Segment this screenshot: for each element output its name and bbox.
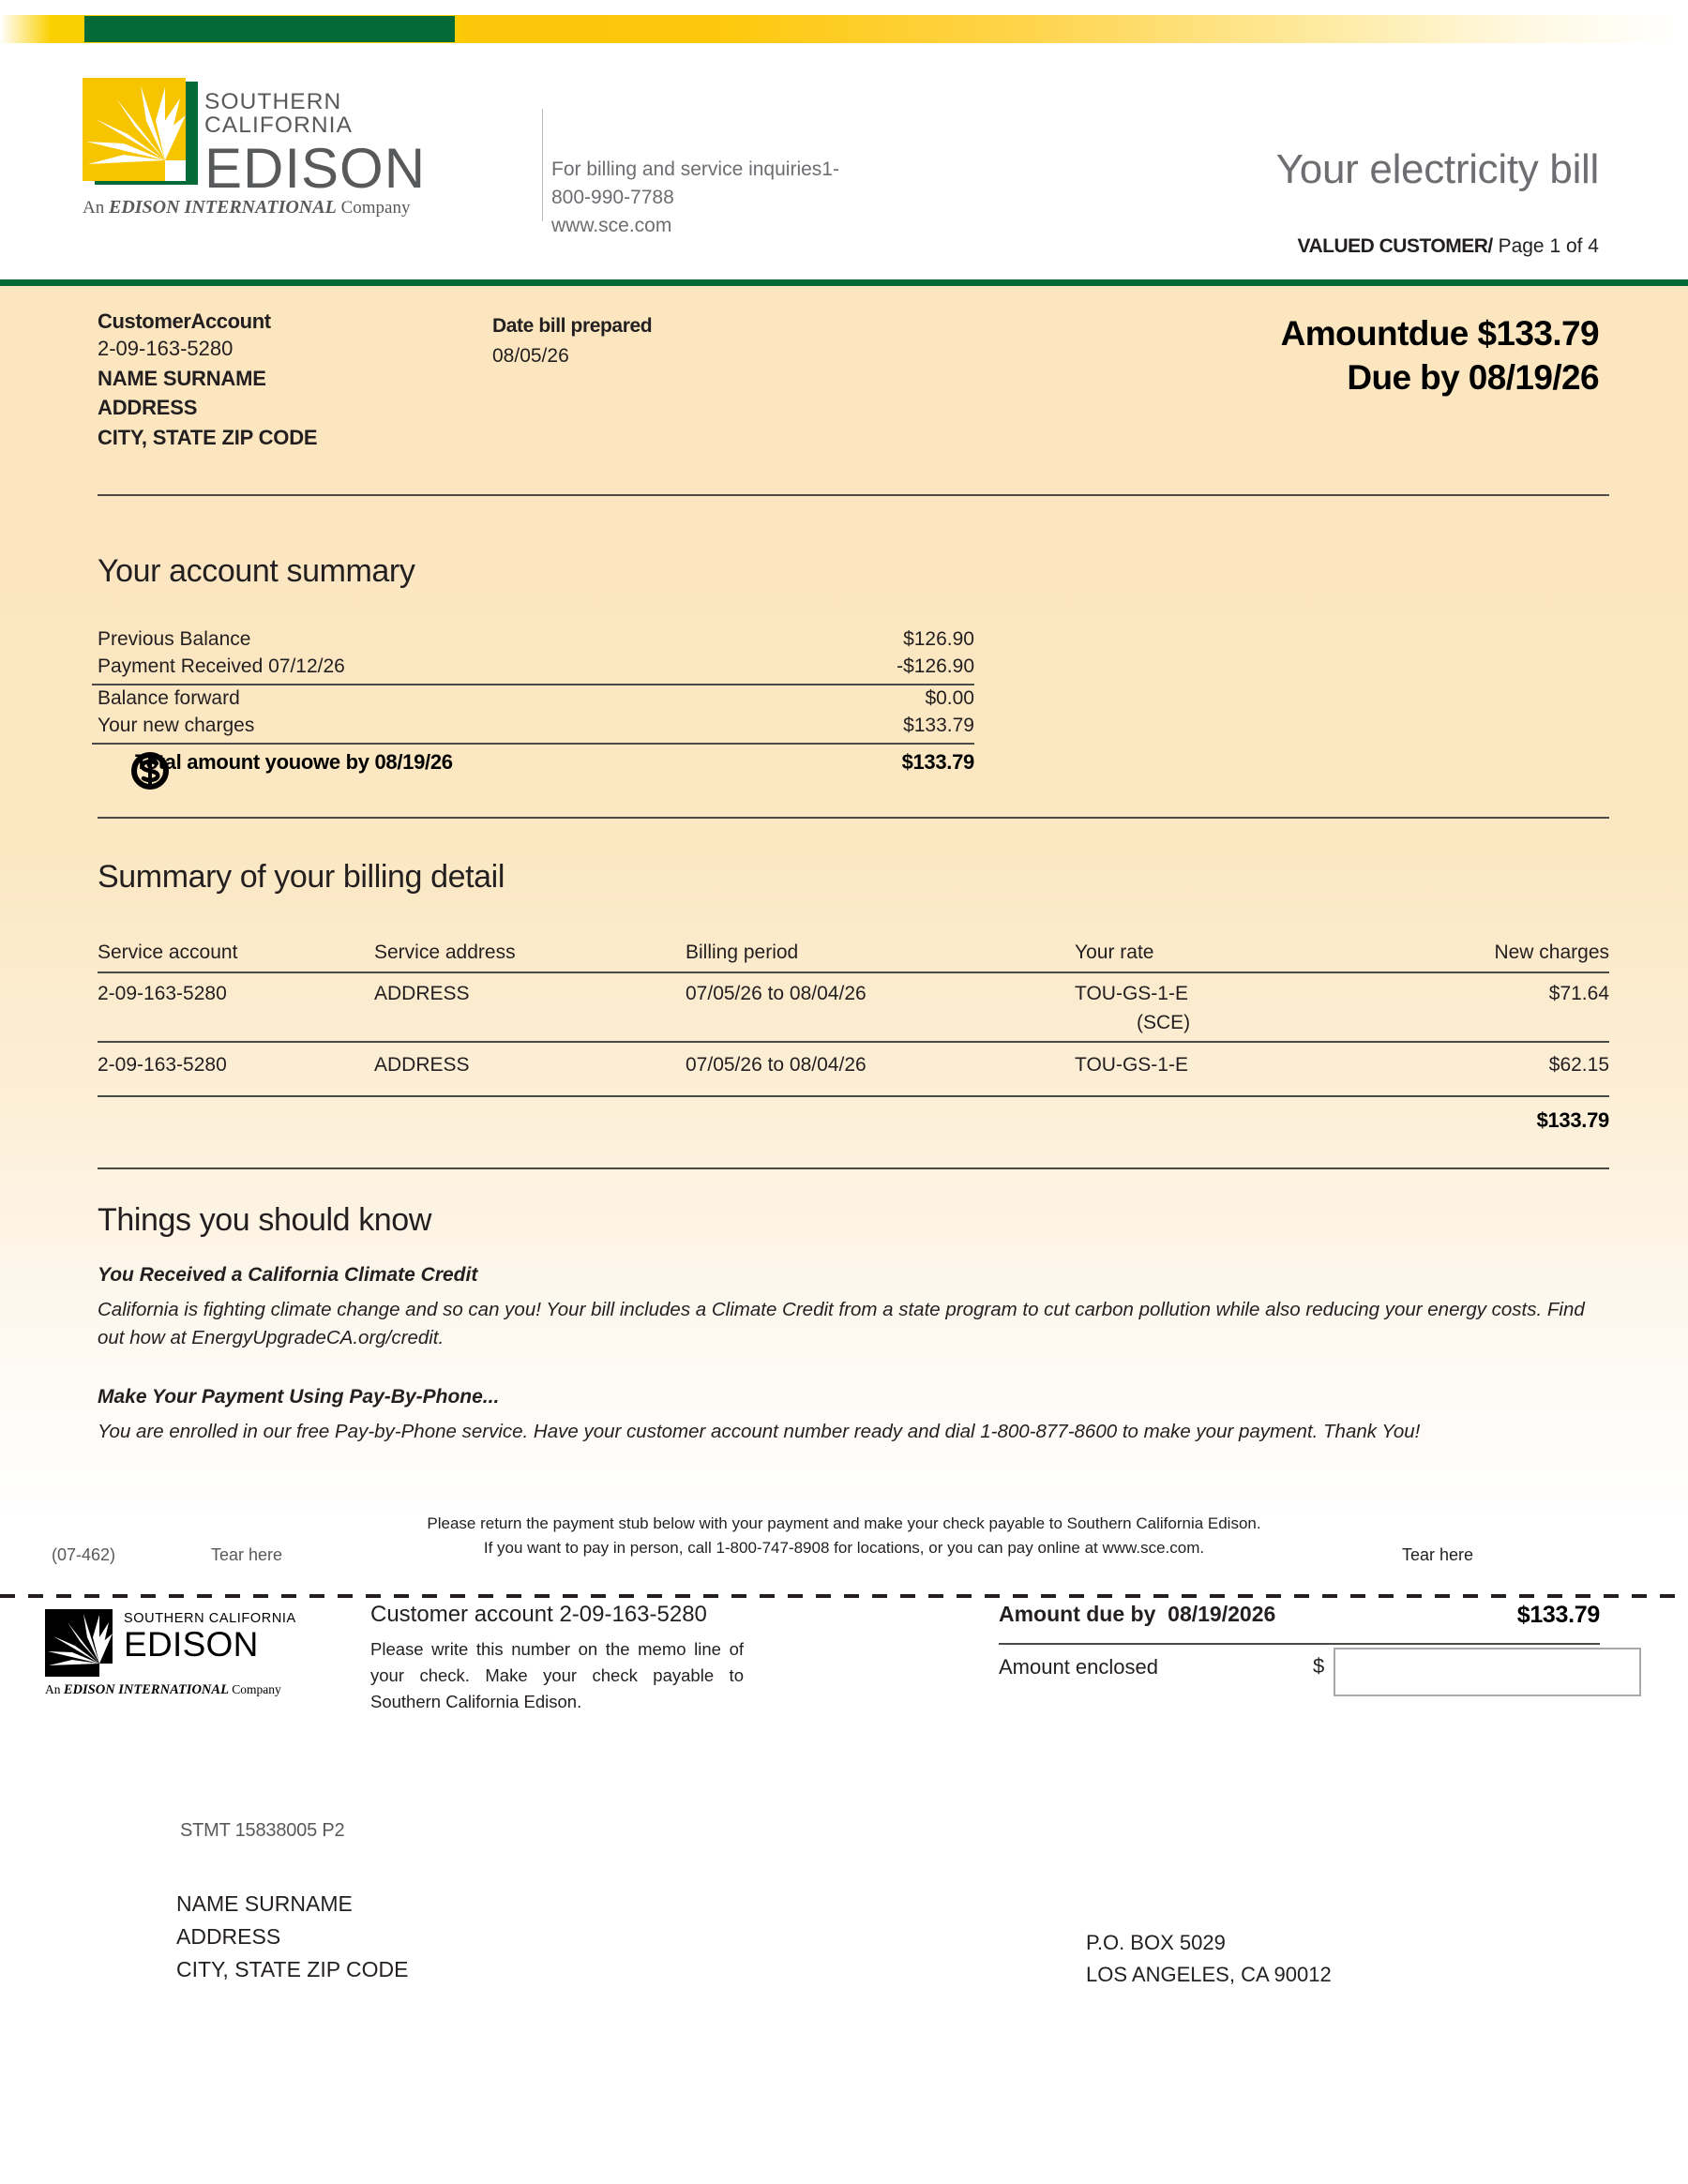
remit-po-box-block	[1086, 1927, 1332, 1991]
amount-due-block	[1281, 311, 1599, 400]
table-row	[98, 1041, 1609, 1095]
stub-amount-due-value: $133.79	[1516, 1602, 1600, 1628]
due-by-line: Due by 08/19/26	[1347, 358, 1599, 398]
table-row	[98, 972, 1609, 1041]
table-header-row	[98, 941, 1609, 972]
cell-service-account: 2-09-163-5280	[98, 983, 227, 1004]
page-number-label: Page 1 of 4	[1492, 235, 1599, 257]
mailing-address: ADDRESS	[176, 1923, 281, 1949]
total-owed-label: Total amount youowe by 08/19/26	[135, 750, 453, 774]
header-divider	[542, 109, 543, 221]
stub-account-label: Customer account	[370, 1602, 553, 1627]
notice-heading-1: You Received a California Climate Credit	[98, 1264, 478, 1286]
tear-here-right: Tear here	[1402, 1545, 1474, 1564]
cell-service-address: ADDRESS	[374, 983, 470, 1004]
col-new-charges: New charges	[1494, 941, 1609, 963]
summary-row-previous-balance	[98, 628, 974, 651]
header-green-rule	[0, 279, 1688, 286]
stub-divider	[999, 1643, 1600, 1645]
contact-line-2: 800-990-7788	[551, 186, 674, 208]
col-service-account: Service account	[98, 941, 238, 963]
mailing-city-state-zip: CITY, STATE ZIP CODE	[176, 1956, 409, 1981]
stub-logo-line2: EDISON	[124, 1625, 259, 1664]
cell-billing-period: 07/05/26 to 08/04/26	[686, 1054, 867, 1076]
cell-service-account: 2-09-163-5280	[98, 1054, 227, 1076]
stub-sunburst-icon	[45, 1609, 113, 1677]
mailing-address-block	[176, 1888, 409, 1986]
bill-body-background	[0, 286, 1688, 1543]
stub-logo-tagline	[45, 1682, 281, 1698]
sce-logo	[83, 78, 458, 218]
cell-billing-period: 07/05/26 to 08/04/26	[686, 983, 867, 1004]
divider-after-account	[98, 494, 1609, 496]
billing-detail-table	[98, 941, 1609, 1132]
things-to-know-title: Things you should know	[98, 1202, 431, 1238]
po-box-city: LOS ANGELES, CA 90012	[1086, 1963, 1332, 1987]
total-owed-value: $133.79	[901, 750, 974, 774]
cell-new-charges: $62.15	[1548, 1054, 1609, 1076]
stub-memo-instructions: Please write this number on the memo line of your check. Make your check payable to Southern California Edison.	[370, 1639, 744, 1711]
stub-tagline-pre: An	[45, 1682, 64, 1696]
tear-here-left: Tear here	[211, 1545, 283, 1564]
stub-amount-due-label	[999, 1602, 1275, 1627]
dollar-coin-icon	[131, 752, 169, 790]
stub-wordmark	[124, 1611, 296, 1663]
summary-label: Balance forward	[98, 687, 240, 709]
col-your-rate: Your rate	[1075, 941, 1154, 963]
summary-value: $0.00	[925, 687, 974, 709]
valued-customer-label: VALUED CUSTOMER/	[1297, 235, 1493, 257]
tagline-pre: An	[83, 198, 109, 218]
page-title: Your electricity bill	[1275, 146, 1599, 192]
billing-detail-total: $133.79	[1536, 1108, 1609, 1132]
summary-value: $126.90	[903, 628, 974, 650]
tagline-post: Company	[336, 198, 411, 218]
sce-logo-mark	[83, 78, 202, 188]
summary-value: -$126.90	[897, 655, 974, 677]
summary-divider-1	[92, 684, 974, 685]
summary-label: Previous Balance	[98, 628, 251, 650]
po-box-line: P.O. BOX 5029	[1086, 1931, 1226, 1954]
customer-page-indicator	[1298, 235, 1600, 258]
customer-account-block	[98, 309, 317, 453]
summary-row-new-charges	[98, 715, 974, 737]
amount-due-line: Amountdue $133.79	[1280, 314, 1599, 353]
cell-rate-sub: (SCE)	[1137, 1012, 1191, 1033]
customer-account-number: 2-09-163-5280	[98, 337, 234, 360]
tagline-emphasis: EDISON INTERNATIONAL	[108, 197, 337, 218]
contact-line-1: For billing and service inquiries1-	[551, 158, 839, 180]
sunburst-icon	[83, 78, 186, 181]
stub-logo-line1: SOUTHERN CALIFORNIA	[124, 1611, 296, 1626]
table-row-rule-2	[98, 1095, 1609, 1097]
logo-line2: EDISON	[204, 137, 427, 200]
notice-body-2: You are enrolled in our free Pay-by-Phone service. Have your customer account number ready and dial 1-800-877-8600 to make your payment. Thank You!	[98, 1421, 1421, 1442]
summary-row-balance-forward	[98, 687, 974, 710]
return-note-line-2: If you want to pay in person, call 1-800-747-8908 for locations, or you can pay online at www.sce.com.	[483, 1538, 1205, 1557]
cell-new-charges: $71.64	[1548, 983, 1609, 1004]
col-service-address: Service address	[374, 941, 516, 963]
bill-header	[0, 43, 1688, 281]
stub-tagline-post: Company	[228, 1682, 281, 1696]
total-amount-owed-row	[92, 750, 974, 775]
stub-tagline-emphasis: EDISON INTERNATIONAL	[63, 1682, 229, 1697]
stub-amount-enclosed-label: Amount enclosed	[999, 1655, 1158, 1679]
form-code: (07-462)	[52, 1545, 116, 1564]
divider-after-billing-detail	[98, 1167, 1609, 1169]
col-billing-period: Billing period	[686, 941, 799, 963]
amount-enclosed-input[interactable]	[1334, 1648, 1641, 1696]
stub-due-date: 08/19/2026	[1168, 1602, 1276, 1626]
mailing-name: NAME SURNAME	[176, 1891, 353, 1916]
date-prepared-value: 08/05/26	[492, 345, 569, 367]
logo-line1: SOUTHERN CALIFORNIA	[204, 89, 354, 138]
customer-name: NAME SURNAME	[98, 366, 266, 390]
billing-detail-title: Summary of your billing detail	[98, 859, 505, 895]
stub-due-label-text: Amount due by	[999, 1602, 1156, 1626]
logo-tagline	[83, 197, 410, 218]
summary-label: Your new charges	[98, 715, 255, 736]
contact-info	[551, 156, 889, 239]
statement-number: STMT 15838005 P2	[180, 1820, 345, 1841]
notice-heading-2: Make Your Payment Using Pay-By-Phone...	[98, 1386, 500, 1408]
customer-address: ADDRESS	[98, 396, 198, 420]
cell-rate: TOU-GS-1-E	[1075, 1054, 1188, 1076]
date-prepared-label: Date bill prepared	[492, 315, 653, 337]
sce-wordmark	[204, 91, 458, 200]
summary-value: $133.79	[903, 715, 974, 736]
cell-service-address: ADDRESS	[374, 1054, 470, 1076]
contact-website[interactable]: www.sce.com	[551, 214, 672, 236]
customer-account-label: CustomerAccount	[98, 309, 271, 333]
top-banner-green-block	[84, 16, 455, 42]
summary-row-payment-received	[98, 655, 974, 678]
date-prepared-block	[492, 315, 652, 368]
summary-divider-2	[92, 743, 974, 745]
summary-label: Payment Received 07/12/26	[98, 655, 345, 677]
stub-customer-account	[370, 1602, 707, 1628]
cell-rate: TOU-GS-1-E	[1075, 983, 1188, 1004]
stub-account-number: 2-09-163-5280	[559, 1602, 707, 1627]
account-summary-title: Your account summary	[98, 553, 415, 589]
return-note-line-1: Please return the payment stub below with your payment and make your check payable to Southern California Edison.	[427, 1514, 1261, 1532]
customer-city-state-zip: CITY, STATE ZIP CODE	[98, 426, 318, 450]
notice-body-1: California is fighting climate change and so can you! Your bill includes a Climate Credit from a state program to cut carbon pollution while also reducing your energy costs. Find out how at EnergyUpgradeCA.org/credit.	[98, 1299, 1585, 1349]
divider-after-summary	[98, 817, 1609, 819]
tear-perforation-line	[0, 1594, 1688, 1598]
stub-dollar-sign: $	[1313, 1654, 1325, 1678]
